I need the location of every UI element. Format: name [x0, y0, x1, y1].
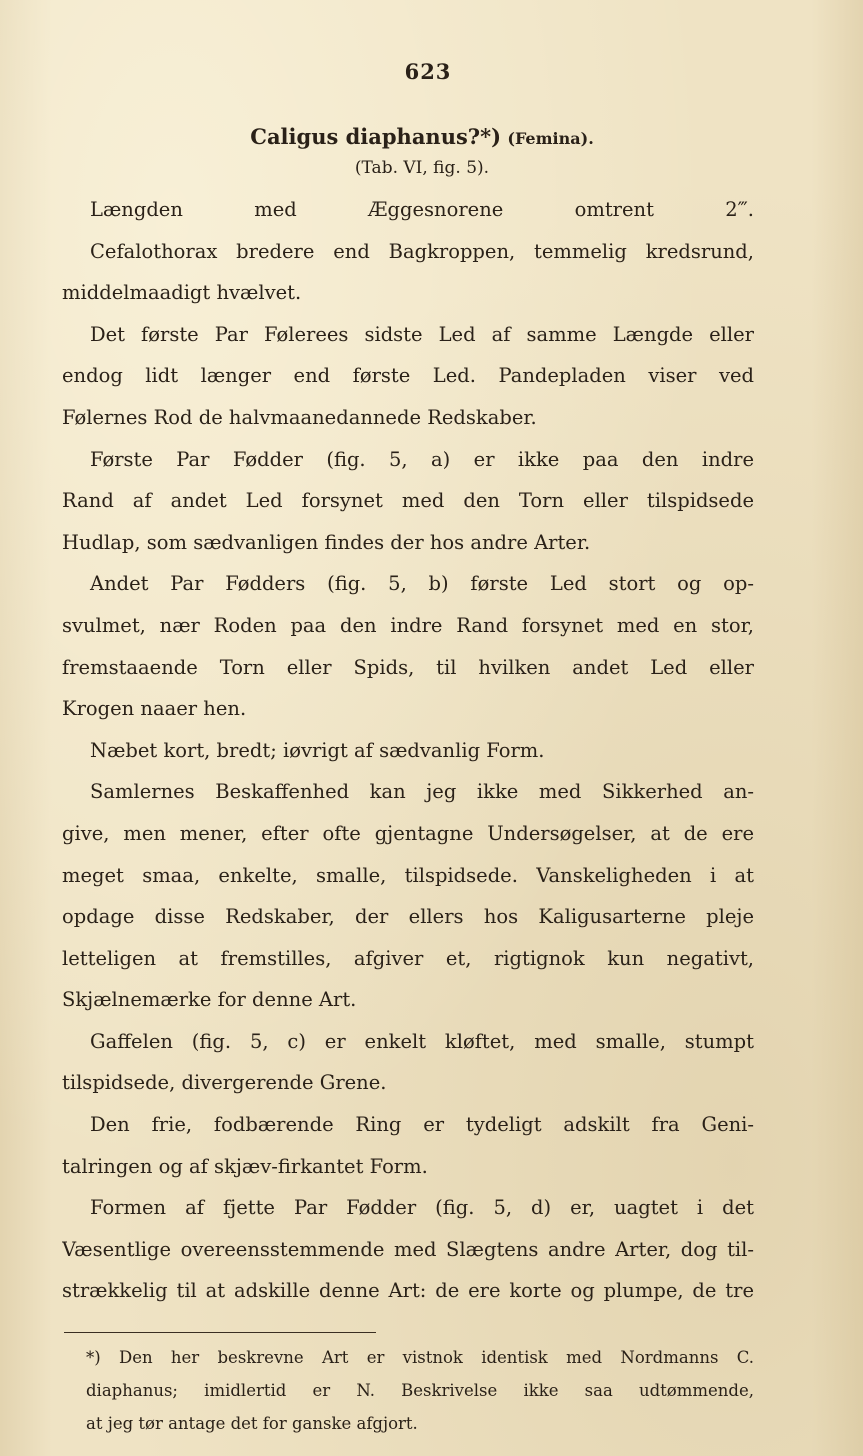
footnote-line: *) Den her beskrevne Art er vistnok identisk med Nordmanns C. [86, 1348, 754, 1368]
text-line: Væsentlige overeensstemmende med Slægtens andre Arter, dog til- [62, 1237, 754, 1261]
footnote [62, 1341, 754, 1440]
text-line: Samlernes Beskaffenhed kan jeg ikke med Sikkerhed an- [90, 780, 754, 804]
text-line: Cefalothorax bredere end Bagkroppen, temmelig kredsrund, [90, 239, 754, 263]
text-line: give, men mener, efter ofte gjentagne Undersøgelser, at de ere [62, 821, 754, 845]
text-line: Det første Par Følerees sidste Led af samme Længde eller [90, 322, 754, 346]
figure-reference: (Tab. VI, fig. 5). [354, 158, 490, 178]
text-line: Første Par Fødder (fig. 5, a) er ikke paa den indre [90, 447, 754, 471]
text-line: Formen af fjette Par Fødder (fig. 5, d) er, uagtet i det [90, 1196, 754, 1220]
text-line: Næbet kort, bredt; iøvrigt af sædvanlig Form. [90, 738, 545, 762]
text-line: Skjælnemærke for denne Art. [62, 988, 357, 1012]
text-line: talringen og af skjæv-firkantet Form. [62, 1154, 428, 1178]
text-line: endog lidt længer end første Led. Pandepladen viser ved [62, 364, 754, 388]
page [62, 55, 754, 1435]
text-line: Andet Par Fødders (fig. 5, b) første Led stort og op- [90, 572, 754, 596]
text-line: meget smaa, enkelte, smalle, tilspidsede. Vanskeligheden i at [62, 863, 754, 887]
text-line: svulmet, nær Roden paa den indre Rand forsynet med en stor, [62, 613, 754, 637]
body-text [62, 189, 754, 1312]
text-line: Krogen naaer hen. [62, 697, 247, 721]
text-line: tilspidsede, divergerende Grene. [62, 1071, 387, 1095]
text-line: Rand af andet Led forsynet med den Torn eller tilspidsede [62, 489, 754, 513]
footnote-line: diaphanus; imidlertid er N. Beskrivelse ikke saa udtømmende, [86, 1381, 754, 1401]
species-name: Caligus diaphanus?*) [250, 124, 502, 149]
footnote-line: at jeg tør antage det for ganske afgjort. [86, 1414, 418, 1434]
text-line: Den frie, fodbærende Ring er tydeligt adskilt fra Geni- [90, 1113, 754, 1137]
text-line: strækkelig til at adskille denne Art: de ere korte og plumpe, de tre [62, 1279, 754, 1303]
species-sex [507, 127, 593, 149]
text-line: middelmaadigt hvælvet. [62, 281, 302, 305]
text-line: Gaffelen (fig. 5, c) er enkelt kløftet, med smalle, stumpt [90, 1029, 754, 1053]
text-line: letteligen at fremstilles, afgiver et, rigtignok kun negativt, [62, 946, 754, 970]
page-number: 623 [404, 59, 452, 84]
text-line: opdage disse Redskaber, der ellers hos Kaligusarterne pleje [62, 905, 754, 929]
text-line: Følernes Rod de halvmaanedannede Redskaber. [62, 405, 537, 429]
femina-label: (Femina). [507, 129, 594, 148]
text-line: Længden med Æggesnorene omtrent 2‴. [90, 198, 754, 221]
text-line: fremstaaende Torn eller Spids, til hvilken andet Led eller [62, 655, 754, 679]
species-title [90, 121, 754, 153]
text-line: Hudlap, som sædvanligen findes der hos andre Arter. [62, 530, 591, 554]
footnote-divider [64, 1332, 376, 1333]
